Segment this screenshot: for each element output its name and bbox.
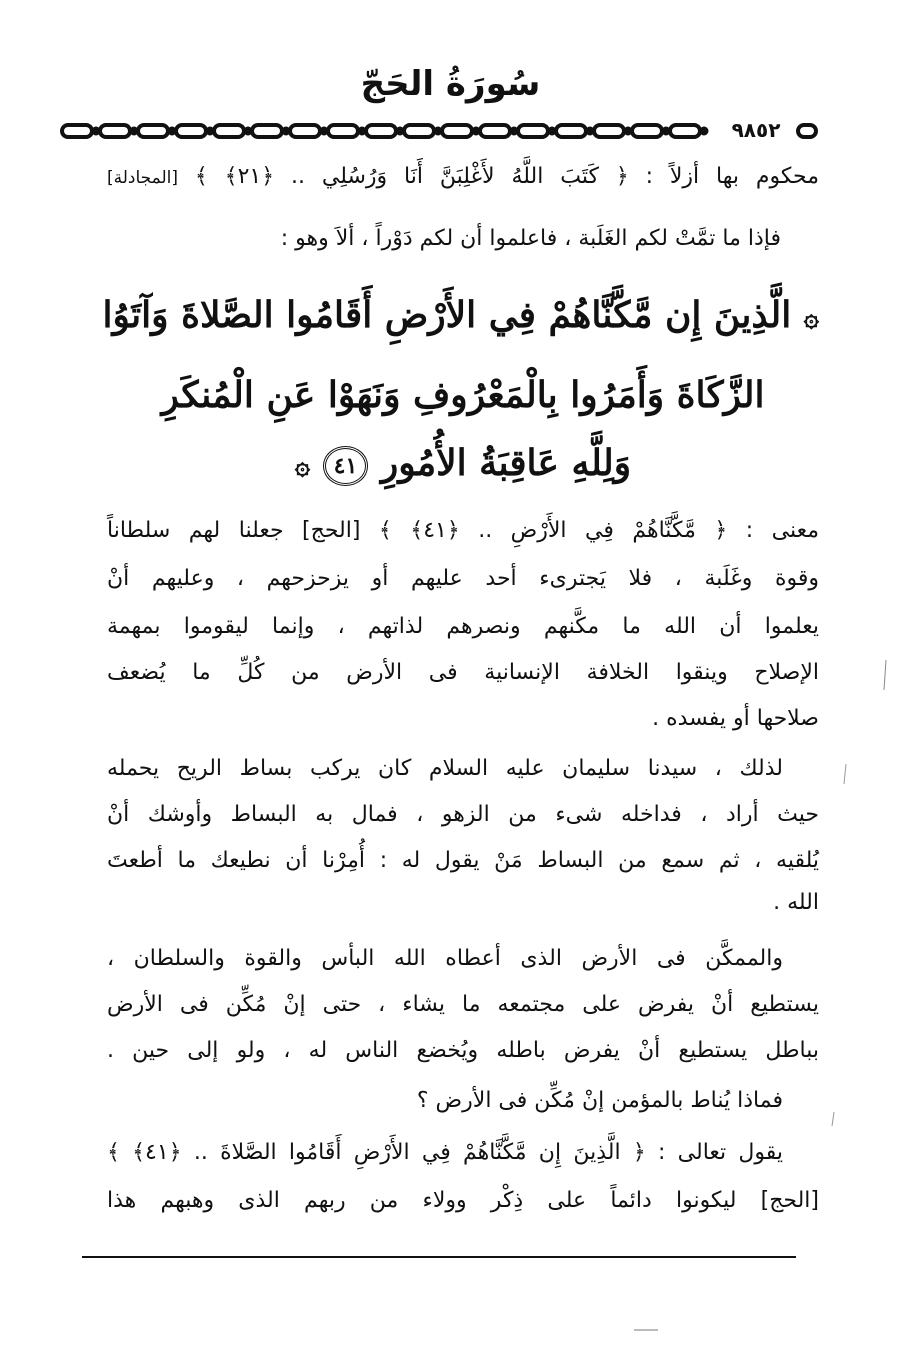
page-number: ٩٨٥٢ xyxy=(716,118,796,142)
paragraph-5-line-2: [الحج] ليكونوا دائماً على ذِكْر وولاء من ربهم الذى وهبهم هذا xyxy=(107,1188,819,1213)
paragraph-2-line-2: حيث أراد ، فداخله شىء من الزهو ، فمال به البساط وأوشك أنْ xyxy=(107,802,819,827)
verse-text-3: وَلِلَّهِ عَاقِبَةُ الأُمُورِ xyxy=(380,442,632,484)
paragraph-1-line-2: وقوة وغَلَبة ، فلا يَجترىء أحد عليهم أو يزحزحهم ، وعليهم أنْ xyxy=(107,566,819,591)
text-line-2: فإذا ما تمَّتْ لكم الغَلَبة ، فاعلموا أن لكم دَوْراً ، ألاَ وهو : xyxy=(280,226,781,251)
ayah-number-marker: ٤١ xyxy=(323,446,369,486)
verse-open-ornament-icon: ۞ xyxy=(803,303,819,333)
paragraph-3-line-3: بباطل يستطيع أنْ يفرض باطله ويُخضع الناس له ، ولو إلى حين . xyxy=(107,1038,819,1063)
quran-verse-line-2: الزَّكَاةَ وَأَمَرُوا بِالْمَعْرُوفِ وَنَهَوْا عَنِ الْمُنكَرِ xyxy=(161,374,765,416)
verse-close-ornament-icon: ۞ xyxy=(294,451,311,481)
surah-title: سُورَةُ الحَجّ xyxy=(360,64,541,104)
paragraph-1-line-3: يعلموا أن الله ما مكَّنهم ونصرهم لذاتهم ، وإنما ليقوموا بمهمة xyxy=(107,614,819,639)
paragraph-3-line-1: والممكَّن فى الأرض الذى أعطاه الله البأس والقوة والسلطان ، xyxy=(107,946,783,971)
paragraph-1-line-4: الإصلاح وينقوا الخلافة الإنسانية فى الأرض من كُلِّ ما يُضعف xyxy=(107,660,819,685)
paragraph-2-line-1: لذلك ، سيدنا سليمان عليه السلام كان يركب بساط الريح يحمله xyxy=(107,756,783,781)
paragraph-4-line-1: فماذا يُناط بالمؤمن إنْ مُكِّن فى الأرض ؟ xyxy=(416,1088,783,1113)
line-text: محكوم بها أزلاً : ﴿ كَتَبَ اللَّهُ لأَغْلِبَنَّ أَنَا وَرُسُلِي .. ﴿٢١﴾ ﴾ xyxy=(194,164,820,189)
verse-text-1: الَّذِينَ إِن مَّكَّنَّاهُمْ فِي الأَرْضِ أَقَامُوا الصَّلاةَ وَآتَوُا xyxy=(102,294,792,336)
paragraph-1-line-1: معنى : ﴿ مَّكَّنَّاهُمْ فِي الأَرْضِ .. ﴿٤١﴾ ﴾ [الحج] جعلنا لهم سلطاناً xyxy=(107,518,819,543)
paragraph-2-line-4: الله . xyxy=(773,890,819,915)
paragraph-1-line-5: صلاحها أو يفسده . xyxy=(652,706,819,731)
paragraph-3-line-2: يستطيع أنْ يفرض على مجتمعه ما يشاء ، حتى إنْ مُكِّن فى الأرض xyxy=(107,992,819,1017)
paragraph-2-line-3: يُلقيه ، ثم سمع من البساط مَنْ يقول له : أُمِرْنا أن نطيعك ما أطعتَ xyxy=(107,848,819,873)
surah-reference: [المجادلة] xyxy=(107,168,179,188)
paragraph-5-line-1: يقول تعالى : ﴿ الَّذِينَ إِن مَّكَّنَّاهُمْ فِي الأَرْضِ أَقَامُوا الصَّلاةَ .. ﴿٤١﴾ ﴾ xyxy=(107,1140,783,1165)
